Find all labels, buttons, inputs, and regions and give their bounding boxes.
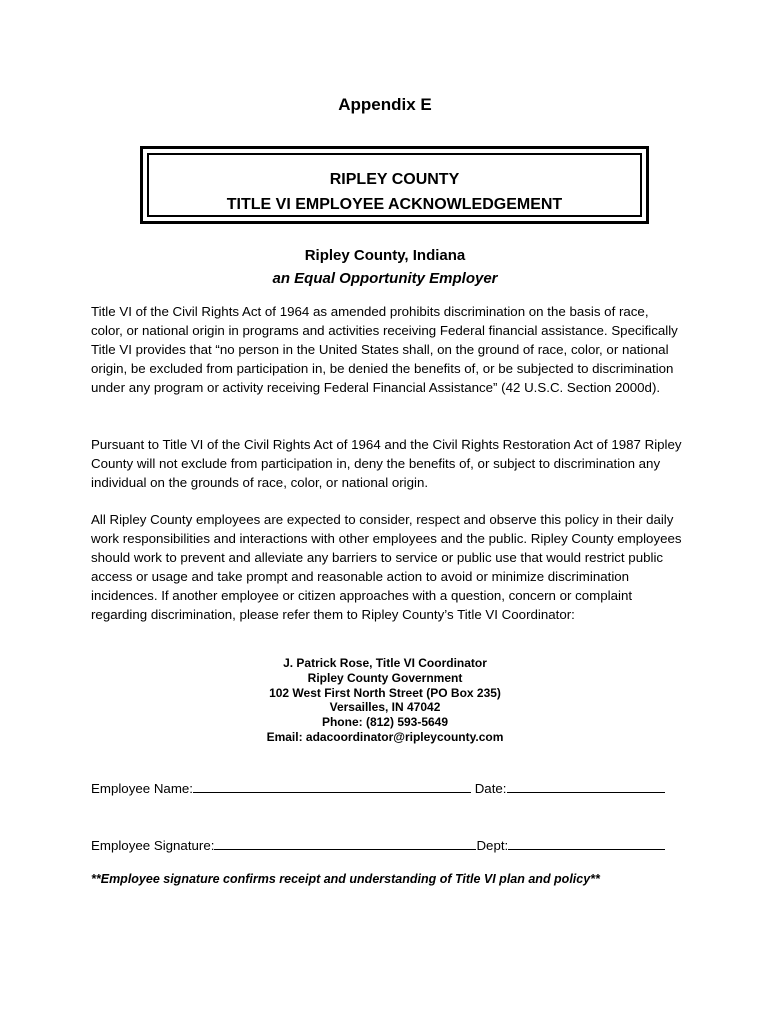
coordinator-organization: Ripley County Government [307, 670, 463, 685]
employee-signature-field[interactable] [214, 835, 476, 850]
title-line-acknowledgement: TITLE VI EMPLOYEE ACKNOWLEDGEMENT [226, 196, 563, 213]
coordinator-phone: Phone: (812) 593-5649 [321, 715, 449, 730]
title-line-county: RIPLEY COUNTY [329, 171, 460, 188]
employee-signature-label: Employee Signature: [91, 838, 215, 853]
coordinator-name: J. Patrick Rose, Title VI Coordinator [283, 656, 487, 670]
employee-name-label: Employee Name: [91, 781, 193, 796]
coordinator-city: Versailles, IN 47042 [329, 700, 441, 715]
paragraph-county-policy: Pursuant to Title VI of the Civil Rights Act of 1964 and the Civil Rights Restoration Act of 1987 Ripley County will not exclude from participation in, deny the benefits of, or subject to discrimination any individual on the grounds of race, color, or national origin. [91, 437, 682, 491]
paragraph-employee-expectations: All Ripley County employees are expected to consider, respect and observe this policy in their daily work responsibilities and interactions with other employees and the public. Ripley County employees should work to prevent and alleviate any barriers to service or public use that would restrict public access or usage and take prompt and reasonable action to avoid or minimize discrimination incidences. If another employee or citizen approaches with a question, concern or complaint regarding discrimination, please refer them to Ripley County’s Title VI Coordinator: [91, 512, 682, 623]
appendix-heading: Appendix E [338, 95, 432, 114]
date-field[interactable] [507, 778, 665, 793]
title-box-inner-border [147, 153, 642, 217]
coordinator-contact-block [0, 656, 770, 745]
signature-footnote: **Employee signature confirms receipt and understanding of Title VI plan and policy** [91, 872, 600, 886]
organization-tagline: an Equal Opportunity Employer [272, 270, 498, 287]
paragraph-title-vi-definition: Title VI of the Civil Rights Act of 1964 as amended prohibits discrimination on the basis of race, color, or national origin in programs and activities receiving Federal financial assistance. Specifically Title VI provides that “no person in the United States shall, on the ground of race, color, or national origin, be excluded from participation in, be denied the benefits of, or be subjected to discrimination under any program or activity receiving Federal Financial Assistance” (42 U.S.C. Section 2000d). [91, 304, 678, 396]
employee-signature-row [91, 835, 665, 853]
date-label: Date: [474, 781, 507, 796]
dept-label: Dept: [476, 838, 509, 853]
organization-name: Ripley County, Indiana [304, 247, 466, 264]
coordinator-street: 102 West First North Street (PO Box 235) [269, 685, 501, 700]
coordinator-email: Email: adacoordinator@ripleycounty.com [266, 729, 504, 744]
employee-name-row [91, 778, 665, 796]
employee-name-field[interactable] [193, 778, 471, 793]
title-box [140, 146, 649, 224]
dept-field[interactable] [508, 835, 665, 850]
